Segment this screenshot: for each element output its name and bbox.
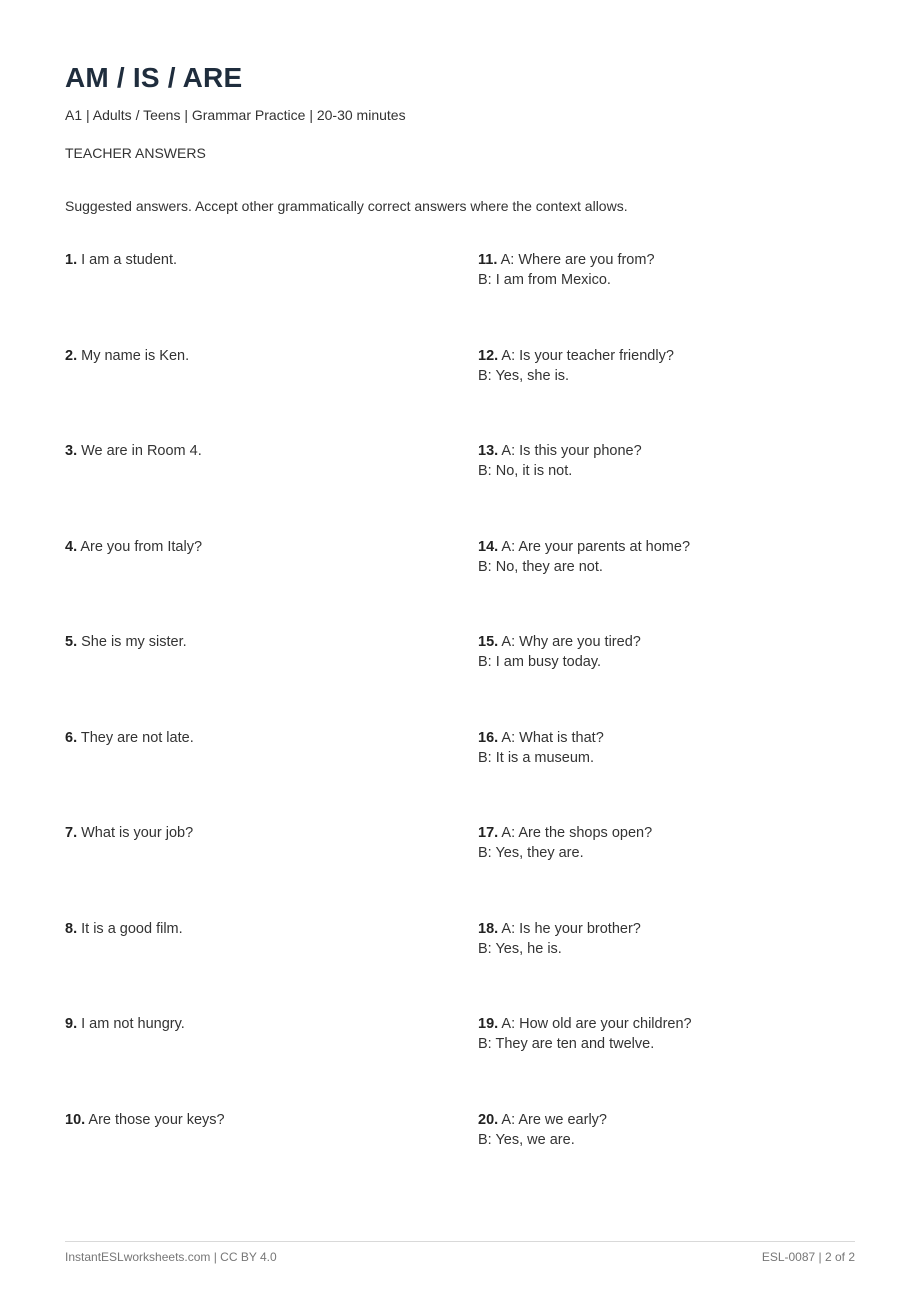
- answer-line: [65, 919, 183, 939]
- footer-source: InstantESLworksheets.com | CC BY 4.0: [65, 1250, 277, 1264]
- answer-item: [478, 823, 652, 863]
- answer-line: [478, 728, 604, 748]
- answer-line: [478, 823, 652, 843]
- answer-text: Are those your keys?: [88, 1112, 225, 1128]
- answer-text: B: Yes, he is.: [478, 941, 562, 957]
- answer-line: [478, 366, 674, 386]
- answer-text: A: Are your parents at home?: [501, 539, 691, 555]
- answer-item: [478, 346, 674, 386]
- footer-divider: [65, 1241, 855, 1242]
- answer-text: B: I am busy today.: [478, 654, 602, 670]
- answer-line: [478, 1014, 692, 1034]
- answer-line: [478, 1034, 692, 1054]
- answer-number: 5.: [65, 634, 78, 650]
- answer-number: 11.: [478, 252, 498, 268]
- answer-item: [65, 1110, 225, 1130]
- answer-line: [478, 919, 641, 939]
- answer-line: [478, 346, 674, 366]
- answer-number: 2.: [65, 348, 78, 364]
- answer-text: I am a student.: [81, 252, 178, 268]
- answer-text: A: Are the shops open?: [501, 825, 653, 841]
- answer-text: B: It is a museum.: [478, 750, 595, 766]
- answer-number: 20.: [478, 1112, 499, 1128]
- answer-line: [478, 939, 641, 959]
- answer-item: [478, 632, 641, 672]
- answer-line: [65, 728, 194, 748]
- answer-number: 1.: [65, 252, 78, 268]
- answer-text: A: Is he your brother?: [501, 921, 641, 937]
- answer-item: [65, 632, 187, 652]
- answer-item: [478, 1014, 692, 1054]
- answer-item: [65, 537, 202, 557]
- answer-text: A: Where are you from?: [500, 252, 655, 268]
- answer-line: [478, 250, 655, 270]
- answer-line: [65, 632, 187, 652]
- answer-line: [65, 823, 193, 843]
- answer-number: 14.: [478, 539, 499, 555]
- answer-number: 13.: [478, 443, 499, 459]
- answer-text: B: Yes, she is.: [478, 368, 570, 384]
- answer-text: Are you from Italy?: [80, 539, 203, 555]
- worksheet-meta: A1 | Adults / Teens | Grammar Practice | 20-30 minutes: [65, 107, 406, 123]
- answer-text: A: Is your teacher friendly?: [501, 348, 674, 364]
- answer-line: [478, 537, 690, 557]
- answer-number: 18.: [478, 921, 499, 937]
- answer-line: [478, 461, 642, 481]
- answer-number: 4.: [65, 539, 78, 555]
- answer-number: 9.: [65, 1016, 78, 1032]
- footer-page-number: ESL-0087 | 2 of 2: [761, 1250, 855, 1264]
- answer-line: [478, 632, 641, 652]
- answer-text: B: No, it is not.: [478, 463, 573, 479]
- answer-line: [65, 537, 202, 557]
- answer-line: [478, 270, 655, 290]
- answer-line: [478, 557, 690, 577]
- answer-number: 19.: [478, 1016, 499, 1032]
- answer-text: They are not late.: [80, 730, 194, 746]
- answer-item: [65, 346, 189, 366]
- answer-item: [65, 1014, 185, 1034]
- answer-item: [65, 250, 177, 270]
- answer-item: [478, 728, 604, 768]
- answer-text: A: Is this your phone?: [501, 443, 642, 459]
- answer-item: [65, 441, 202, 461]
- worksheet-page: [65, 0, 855, 1300]
- answer-number: 16.: [478, 730, 499, 746]
- answer-text: I am not hungry.: [81, 1016, 185, 1032]
- answer-number: 17.: [478, 825, 499, 841]
- answer-text: B: They are ten and twelve.: [478, 1036, 655, 1052]
- answer-text: B: I am from Mexico.: [478, 272, 611, 288]
- answer-line: [65, 250, 177, 270]
- answer-line: [478, 843, 652, 863]
- answer-line: [65, 1110, 225, 1130]
- answer-number: 8.: [65, 921, 78, 937]
- answer-item: [65, 919, 183, 939]
- answer-line: [478, 748, 604, 768]
- answer-text: She is my sister.: [81, 634, 187, 650]
- answer-text: It is a good film.: [81, 921, 183, 937]
- answer-number: 15.: [478, 634, 499, 650]
- answer-item: [478, 919, 641, 959]
- answer-line: [478, 1130, 607, 1150]
- answer-item: [478, 1110, 607, 1150]
- page-title: AM / IS / ARE: [65, 62, 243, 93]
- answer-line: [478, 652, 641, 672]
- answer-number: 10.: [65, 1112, 86, 1128]
- answer-list: [65, 250, 855, 1210]
- answer-item: [65, 728, 194, 748]
- answer-text: What is your job?: [81, 825, 194, 841]
- answer-line: [478, 1110, 607, 1130]
- answer-text: B: No, they are not.: [478, 559, 603, 575]
- answer-number: 12.: [478, 348, 499, 364]
- answer-line: [65, 346, 189, 366]
- answer-text: We are in Room 4.: [81, 443, 202, 459]
- answer-line: [65, 441, 202, 461]
- answer-text: A: Why are you tired?: [501, 634, 641, 650]
- section-label: TEACHER ANSWERS: [65, 145, 206, 161]
- answer-text: A: What is that?: [501, 730, 604, 746]
- answer-item: [478, 537, 690, 577]
- answer-text: My name is Ken.: [81, 348, 190, 364]
- answer-number: 3.: [65, 443, 78, 459]
- answer-number: 7.: [65, 825, 78, 841]
- answer-number: 6.: [65, 730, 78, 746]
- answer-line: [478, 441, 642, 461]
- answer-text: B: Yes, they are.: [478, 845, 584, 861]
- answer-item: [478, 250, 655, 290]
- answer-item: [65, 823, 193, 843]
- answer-text: A: How old are your children?: [501, 1016, 692, 1032]
- answer-text: A: Are we early?: [501, 1112, 607, 1128]
- answer-item: [478, 441, 642, 481]
- instructions-text: Suggested answers. Accept other grammatically correct answers where the context allows.: [65, 198, 628, 214]
- answer-text: B: Yes, we are.: [478, 1132, 575, 1148]
- answer-line: [65, 1014, 185, 1034]
